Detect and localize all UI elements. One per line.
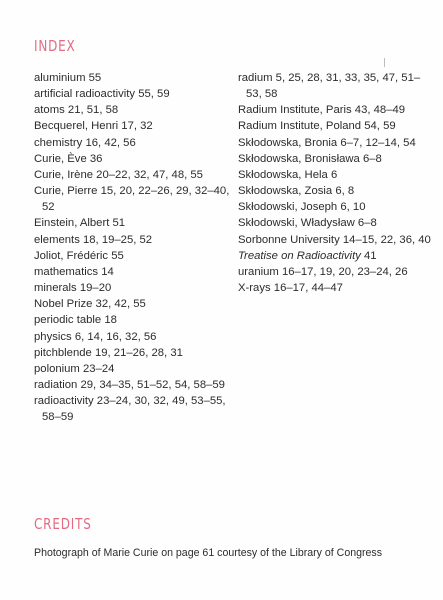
index-entry [34,70,234,86]
index-pages: 32, 42, 55 [95,298,146,311]
index-term: mathematics [34,265,99,278]
index-term: Skłodowska, Zosia [238,185,333,198]
index-pages: 55 [111,249,124,262]
index-term: Radium Institute, Poland [238,120,362,133]
index-entry [238,264,434,280]
index-pages: 23–24 [83,362,115,375]
index-pages: 51 [112,217,126,230]
index-entry [34,215,234,231]
index-pages: 6–8 [362,152,382,165]
index-pages: 6, 14, 16, 32, 56 [74,330,157,343]
credits-heading: CREDITS [34,515,92,533]
index-column-right [238,70,434,296]
index-pages: 15, 20, 22–26, 29, 32–40, 52 [42,185,230,214]
index-entry [34,183,234,215]
index-term: pitchblende [34,346,92,359]
index-entry [238,102,434,118]
index-entry [238,232,434,248]
index-term: Curie, Irène [34,168,94,181]
index-entry [238,183,434,199]
index-entry [34,280,234,296]
index-pages: 6, 8 [335,185,355,198]
index-term: Skłodowska, Hela [238,168,328,181]
index-term: artificial radioactivity [34,88,136,101]
index-pages: 55 [88,72,102,84]
index-pages: 5, 25, 28, 31, 33, 35, 47, 51–53, 58 [246,72,421,101]
index-pages: 36 [89,152,103,165]
index-column-left [34,70,234,425]
index-pages: 29, 34–35, 51–52, 54, 58–59 [80,378,225,391]
index-entry [238,199,434,215]
index-term: radiation [34,378,78,391]
index-entry [34,248,234,264]
index-term: Curie, Ève [34,152,87,165]
index-pages: 19–20 [79,282,112,295]
index-entry [34,361,234,377]
page-mark [384,58,385,67]
index-pages: 55, 59 [138,88,170,101]
index-pages: 41 [364,249,377,262]
index-term: X-rays [238,282,271,295]
index-entry [34,167,234,183]
index-term: physics [34,330,72,343]
index-term: Curie, Pierre [34,185,98,198]
index-term: radium [238,72,273,84]
index-entry [238,215,434,231]
index-entry [238,280,434,296]
index-pages: 54, 59 [364,120,396,133]
index-pages: 19, 21–26, 28, 31 [94,346,183,359]
index-pages: 16–17, 44–47 [273,282,343,295]
index-entry [238,70,434,102]
index-entry [34,345,234,361]
index-term: Treatise on Radioactivity [238,249,361,262]
credits-text: Photograph of Marie Curie on page 61 courtesy of the Library of Congress [34,547,383,559]
index-term: periodic table [34,314,102,327]
index-term: Radium Institute, Paris [238,104,352,117]
index-entry [34,118,234,134]
index-term: chemistry [34,136,83,149]
index-term: Sorbonne University [238,233,340,246]
index-term: Joliot, Frédéric [34,249,109,262]
index-term: Skłodowski, Joseph [238,201,338,214]
index-pages: 6–7, 12–14, 54 [340,136,416,149]
index-heading: INDEX [34,37,76,55]
index-term: Skłodowska, Bronia [238,136,338,149]
index-pages: 18 [104,314,117,327]
index-pages: 21, 51, 58 [67,104,119,117]
index-entry [238,248,434,264]
index-entry [238,135,434,151]
index-term: atoms [34,104,65,117]
index-term: aluminium [34,72,86,84]
index-entry [34,135,234,151]
index-entry [34,296,234,312]
index-term: Becquerel, Henri [34,120,119,133]
index-pages: 6–8 [357,217,377,230]
index-term: Einstein, Albert [34,217,110,230]
index-pages: 18, 19–25, 52 [82,233,153,246]
index-pages: 43, 48–49 [354,104,406,117]
index-pages: 14–15, 22, 36, 40 [342,233,431,246]
index-entry [34,102,234,118]
index-entry [34,151,234,167]
index-term: Skłodowski, Władysław [238,217,355,230]
index-entry [238,167,434,183]
index-entry [34,232,234,248]
index-entry [34,264,234,280]
index-term: Nobel Prize [34,298,93,311]
index-entry [238,151,434,167]
index-pages: 6, 10 [340,201,366,214]
index-entry [34,393,234,425]
index-entry [238,118,434,134]
index-term: radioactivity [34,395,94,408]
index-pages: 16–17, 19, 20, 23–24, 26 [281,265,408,278]
index-term: polonium [34,362,80,375]
index-term: elements [34,233,80,246]
index-term: Skłodowska, Bronisława [238,152,360,165]
index-pages: 16, 42, 56 [85,136,136,149]
index-entry [34,329,234,345]
index-term: uranium [238,265,279,278]
index-entry [34,377,234,393]
index-pages: 14 [101,265,114,278]
index-term: minerals [34,282,77,295]
index-pages: 23–24, 30, 32, 49, 53–55, 58–59 [42,395,226,424]
index-pages: 20–22, 32, 47, 48, 55 [96,168,203,181]
index-pages: 17, 32 [121,120,153,133]
index-pages: 6 [330,168,338,181]
index-entry [34,312,234,328]
index-entry [34,86,234,102]
